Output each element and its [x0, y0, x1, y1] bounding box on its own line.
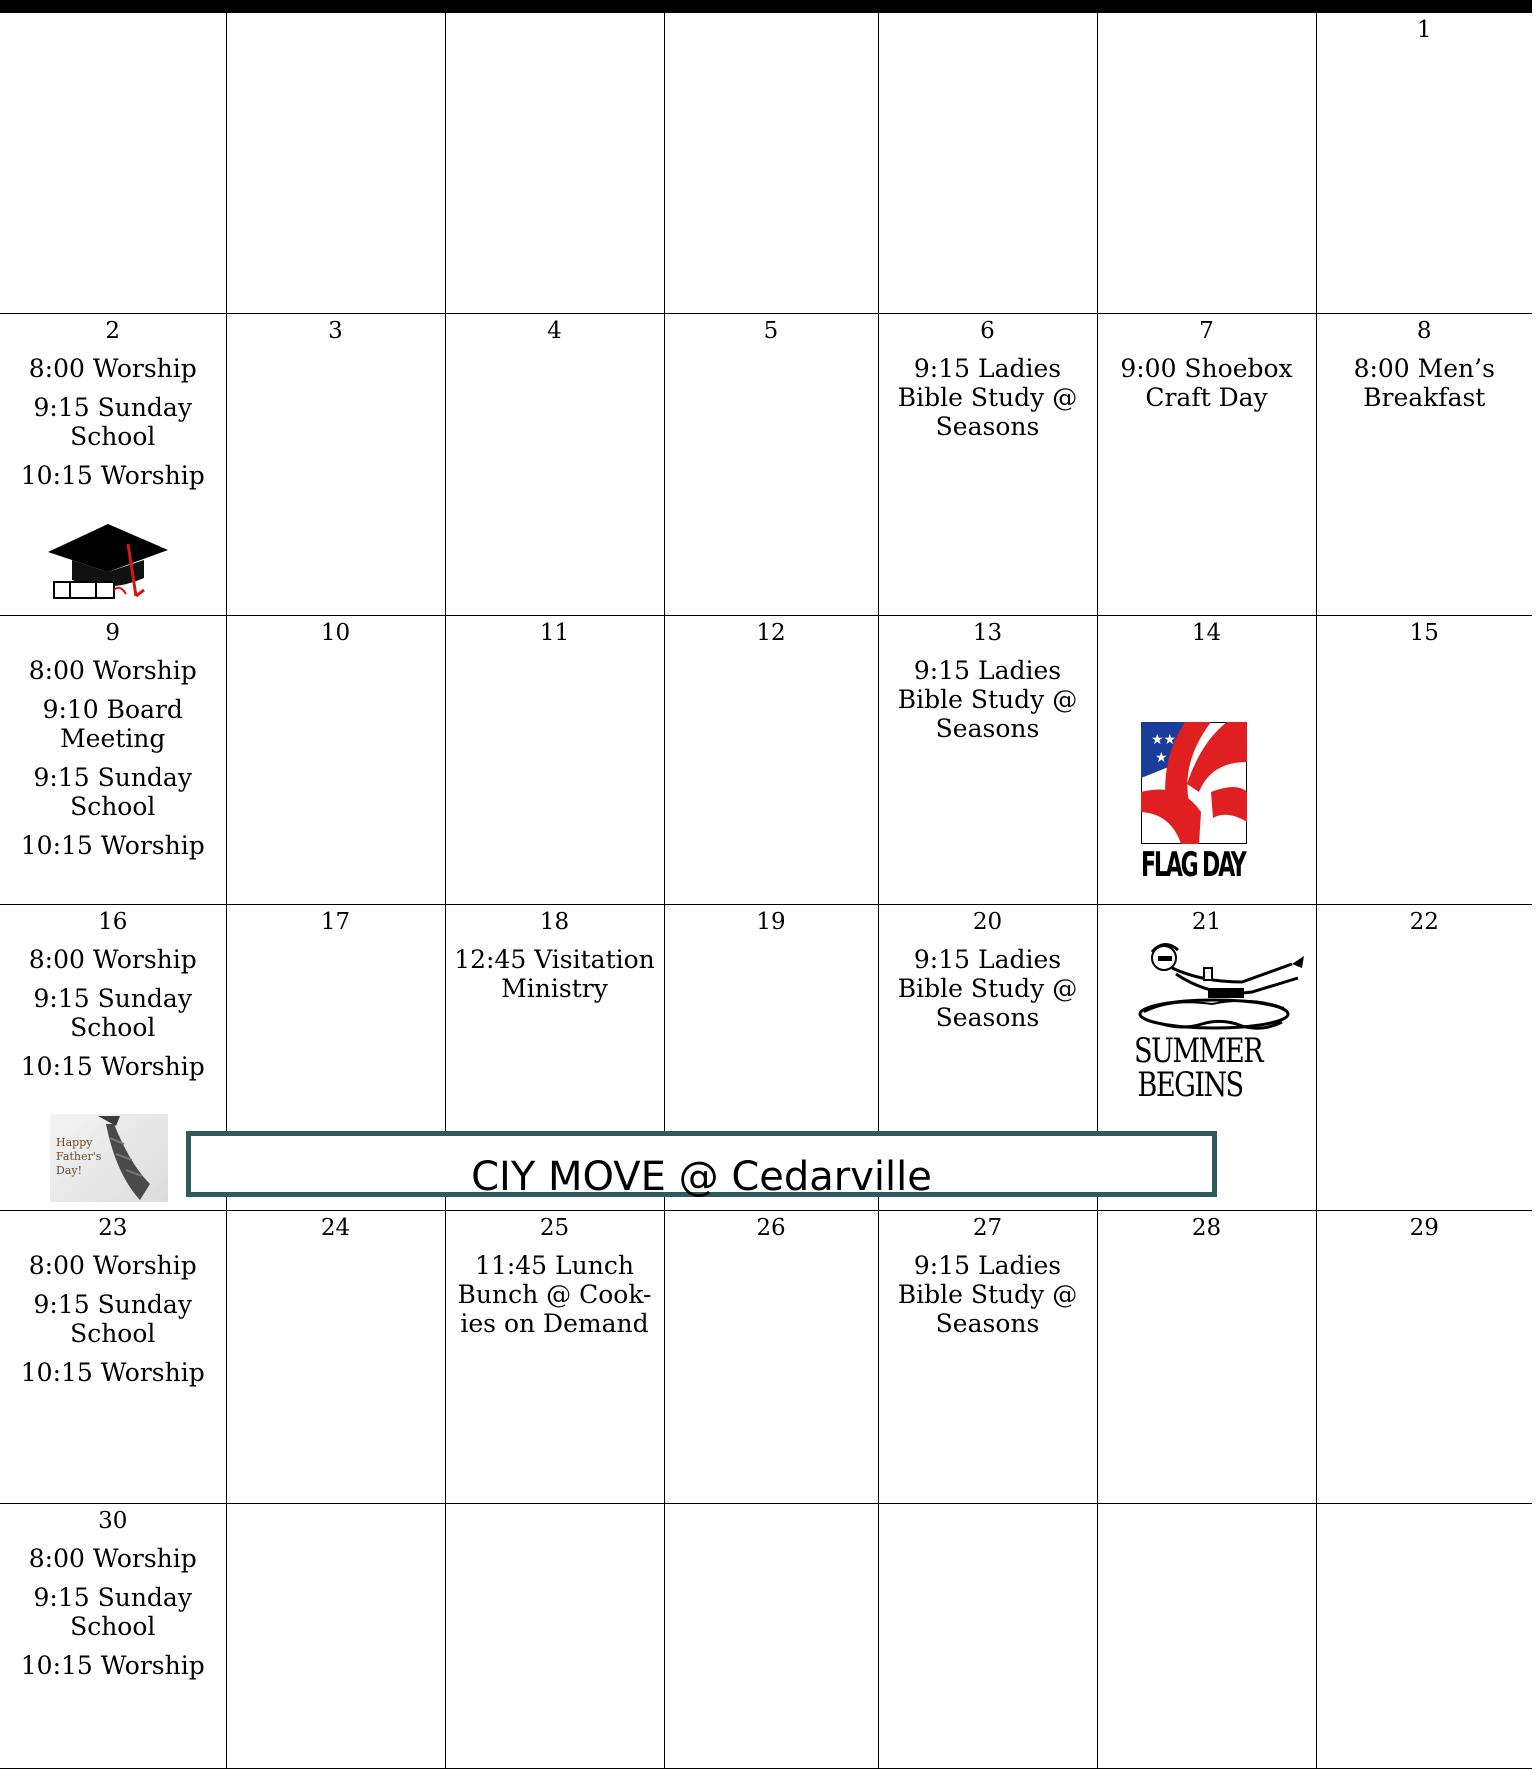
- day-cell: [1316, 1211, 1532, 1504]
- day-number: 8: [1416, 318, 1432, 344]
- sunbather-icon: [1132, 938, 1312, 1034]
- event-text: 9:15 Sunday School: [33, 984, 192, 1042]
- day-cell: [226, 13, 445, 314]
- day-cell: [226, 1211, 445, 1504]
- event-text: 9:15 Sunday School: [33, 763, 192, 821]
- day-cell: [878, 13, 1097, 314]
- week-row: [0, 314, 1532, 616]
- event-text: 10:15 Worship: [20, 1358, 205, 1387]
- day-number: 19: [756, 909, 786, 935]
- day-number: 13: [972, 620, 1003, 646]
- week-row: [0, 1211, 1532, 1504]
- day-number: 9: [105, 620, 121, 646]
- day-cell: [1097, 1211, 1316, 1504]
- day-cell: [664, 1211, 878, 1504]
- day-number: 28: [1191, 1215, 1222, 1241]
- day-number: 25: [539, 1215, 570, 1241]
- day-cell: [1316, 13, 1532, 314]
- graduation-cap-icon: [40, 520, 170, 602]
- day-number: 6: [980, 318, 995, 344]
- day-cell: [226, 1504, 445, 1769]
- day-cell: [1097, 314, 1316, 616]
- day-number: 10: [320, 620, 351, 646]
- day-number: 14: [1191, 620, 1222, 646]
- day-number: 15: [1409, 620, 1439, 646]
- day-cell: [878, 616, 1097, 905]
- day-cell: [0, 616, 226, 905]
- day-number: 4: [547, 318, 562, 344]
- day-cell: [1316, 616, 1532, 905]
- day-cell: [664, 1504, 878, 1769]
- day-cell: [445, 1211, 664, 1504]
- day-number: 1: [1416, 17, 1432, 43]
- week-row: [0, 616, 1532, 905]
- day-cell: [878, 1211, 1097, 1504]
- day-cell: [878, 1504, 1097, 1769]
- week-row: [0, 13, 1532, 314]
- top-border: [0, 0, 1532, 12]
- day-cell: [1316, 1504, 1532, 1769]
- day-cell: [445, 616, 664, 905]
- day-number: 20: [972, 909, 1003, 935]
- event-banner-text: CIY MOVE @ Cedarville: [471, 1154, 932, 1200]
- fathers-day-graphic: [50, 1114, 168, 1202]
- day-cell: [664, 13, 878, 314]
- day-number: 30: [98, 1508, 128, 1534]
- event-text: 8:00 Worship: [28, 1251, 197, 1280]
- day-number: 18: [539, 909, 570, 935]
- day-cell: [445, 13, 664, 314]
- day-number: 24: [320, 1215, 351, 1241]
- event-text: 8:00 Worship: [28, 945, 197, 974]
- day-number: 2: [105, 318, 121, 344]
- day-cell: [0, 13, 226, 314]
- flag-icon: [1141, 722, 1247, 844]
- day-cell: [878, 314, 1097, 616]
- event-text: 8:00 Worship: [28, 354, 197, 383]
- event-text: 9:15 Sunday School: [33, 1290, 192, 1348]
- day-number: 3: [328, 318, 343, 344]
- day-cell: [226, 616, 445, 905]
- event-text: 9:15 Ladies Bible Study @ Seasons: [897, 354, 1078, 441]
- day-number: 21: [1191, 909, 1222, 935]
- day-number: 12: [756, 620, 786, 646]
- event-text: 9:15 Ladies Bible Study @ Seasons: [897, 656, 1078, 743]
- event-text: 9:15 Ladies Bible Study @ Seasons: [897, 945, 1078, 1032]
- day-cell: [226, 314, 445, 616]
- event-text: 9:00 Shoebox Craft Day: [1120, 354, 1293, 412]
- day-number: 11: [539, 620, 570, 646]
- event-banner: [186, 1131, 1217, 1200]
- event-text: 10:15 Worship: [20, 831, 205, 860]
- event-text: 9:10 Board Meeting: [42, 695, 183, 753]
- event-text: 10:15 Worship: [20, 1651, 205, 1680]
- day-cell: [664, 616, 878, 905]
- event-text: 8:00 Worship: [28, 1544, 197, 1573]
- event-text: 10:15 Worship: [20, 461, 205, 490]
- day-number: 7: [1199, 318, 1214, 344]
- event-text: 8:00 Worship: [28, 656, 197, 685]
- day-number: 17: [320, 909, 351, 935]
- event-text: 12:45 Visitation Ministry: [454, 945, 655, 1003]
- week-row: [0, 1504, 1532, 1769]
- flag-day-caption: FLAG DAY: [1141, 845, 1245, 885]
- event-text: 8:00 Men’s Breakfast: [1353, 354, 1495, 412]
- event-text: 9:15 Sunday School: [33, 393, 192, 451]
- day-cell: [445, 314, 664, 616]
- summer-begins-caption: SUMMER BEGINS: [1134, 1031, 1262, 1105]
- day-cell: [1097, 1504, 1316, 1769]
- event-text: 11:45 Lunch Bunch @ Cook-ies on Demand: [457, 1251, 652, 1338]
- calendar-grid: [0, 12, 1532, 1769]
- day-cell: [0, 1211, 226, 1504]
- day-number: 16: [98, 909, 128, 935]
- event-text: 10:15 Worship: [20, 1052, 205, 1081]
- day-cell: [0, 1504, 226, 1769]
- day-number: 26: [756, 1215, 786, 1241]
- day-number: 23: [98, 1215, 128, 1241]
- day-number: 5: [763, 318, 779, 344]
- summer-begins-graphic: [1132, 938, 1312, 1108]
- day-number: 27: [972, 1215, 1003, 1241]
- day-cell: [1097, 13, 1316, 314]
- flag-day-graphic: [1141, 722, 1247, 886]
- event-text: 9:15 Sunday School: [33, 1583, 192, 1641]
- day-cell: [1316, 314, 1532, 616]
- svg-text:★: ★: [1155, 750, 1168, 766]
- day-number: 29: [1409, 1215, 1439, 1241]
- svg-text:★★: ★★: [1151, 732, 1177, 748]
- day-cell: [664, 314, 878, 616]
- event-text: 9:15 Ladies Bible Study @ Seasons: [897, 1251, 1078, 1338]
- day-cell: [1316, 905, 1532, 1211]
- fathers-day-caption: Happy Father's Day!: [56, 1136, 102, 1177]
- day-number: 22: [1409, 909, 1439, 935]
- day-cell: [445, 1504, 664, 1769]
